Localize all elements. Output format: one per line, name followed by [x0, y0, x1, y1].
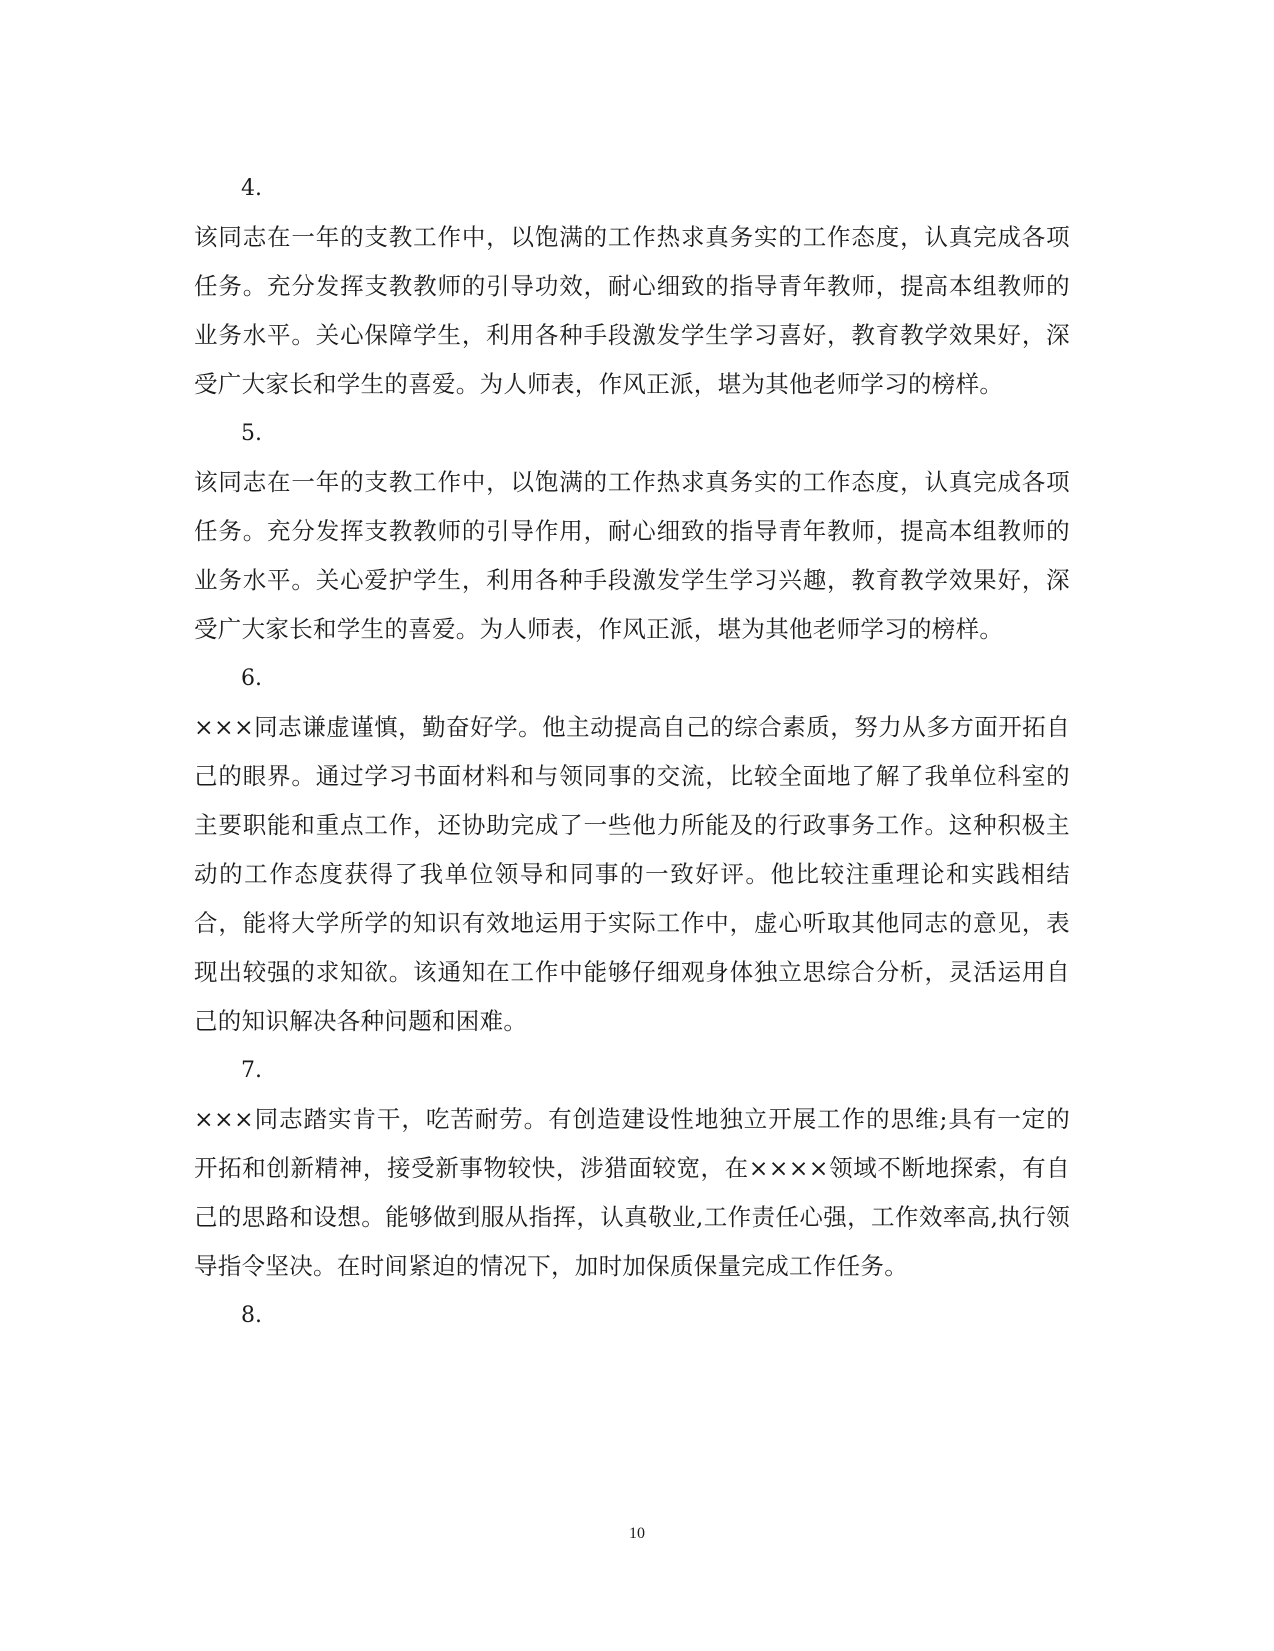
entry-paragraph: 该同志在一年的支教工作中，以饱满的工作热求真务实的工作态度，认真完成各项任务。充分发挥支教教师的引导作用，耐心细致的指导青年教师，提高本组教师的业务水平。关心爱护学生，利用各种手段激发学生学习兴趣，教育教学效果好，深受广大家长和学生的喜爱。为人师表，作风正派，堪为其他老师学习的榜样。 [194, 468, 1070, 643]
entry-paragraph: ×××同志踏实肯干，吃苦耐劳。有创造建设性地独立开展工作的思维;具有一定的开拓和创新精神，接受新事物较快，涉猎面较宽，在××××领域不断地探索，有自己的思路和设想。能够做到服从指挥，认真敬业,工作责任心强，工作效率高,执行领导指令坚决。在时间紧迫的情况下，加时加保质保量完成工作任务。 [194, 1105, 1070, 1280]
entry-paragraph: 该同志在一年的支教工作中，以饱满的工作热求真务实的工作态度，认真完成各项任务。充分发挥支教教师的引导功效，耐心细致的指导青年教师，提高本组教师的业务水平。关心保障学生，利用各种手段激发学生学习喜好，教育教学效果好，深受广大家长和学生的喜爱。为人师表，作风正派，堪为其他老师学习的榜样。 [194, 223, 1070, 398]
entry-number: 8. [241, 1303, 262, 1328]
entry-number: 4. [241, 176, 262, 201]
entry-number: 7. [241, 1058, 262, 1083]
entry-paragraph: ×××同志谦虚谨慎，勤奋好学。他主动提高自己的综合素质，努力从多方面开拓自己的眼界。通过学习书面材料和与领同事的交流，比较全面地了解了我单位科室的主要职能和重点工作，还协助完成了一些他力所能及的行政事务工作。这种积极主动的工作态度获得了我单位领导和同事的一致好评。他比较注重理论和实践相结合，能将大学所学的知识有效地运用于实际工作中，虚心听取其他同志的意见，表现出较强的求知欲。该通知在工作中能够仔细观身体独立思综合分析，灵活运用自己的知识解决各种问题和困难。 [194, 713, 1070, 1035]
document-body [194, 164, 1070, 1340]
entry-number: 5. [241, 421, 262, 446]
entry-number: 6. [241, 666, 262, 691]
page-number: 10 [629, 1525, 645, 1542]
